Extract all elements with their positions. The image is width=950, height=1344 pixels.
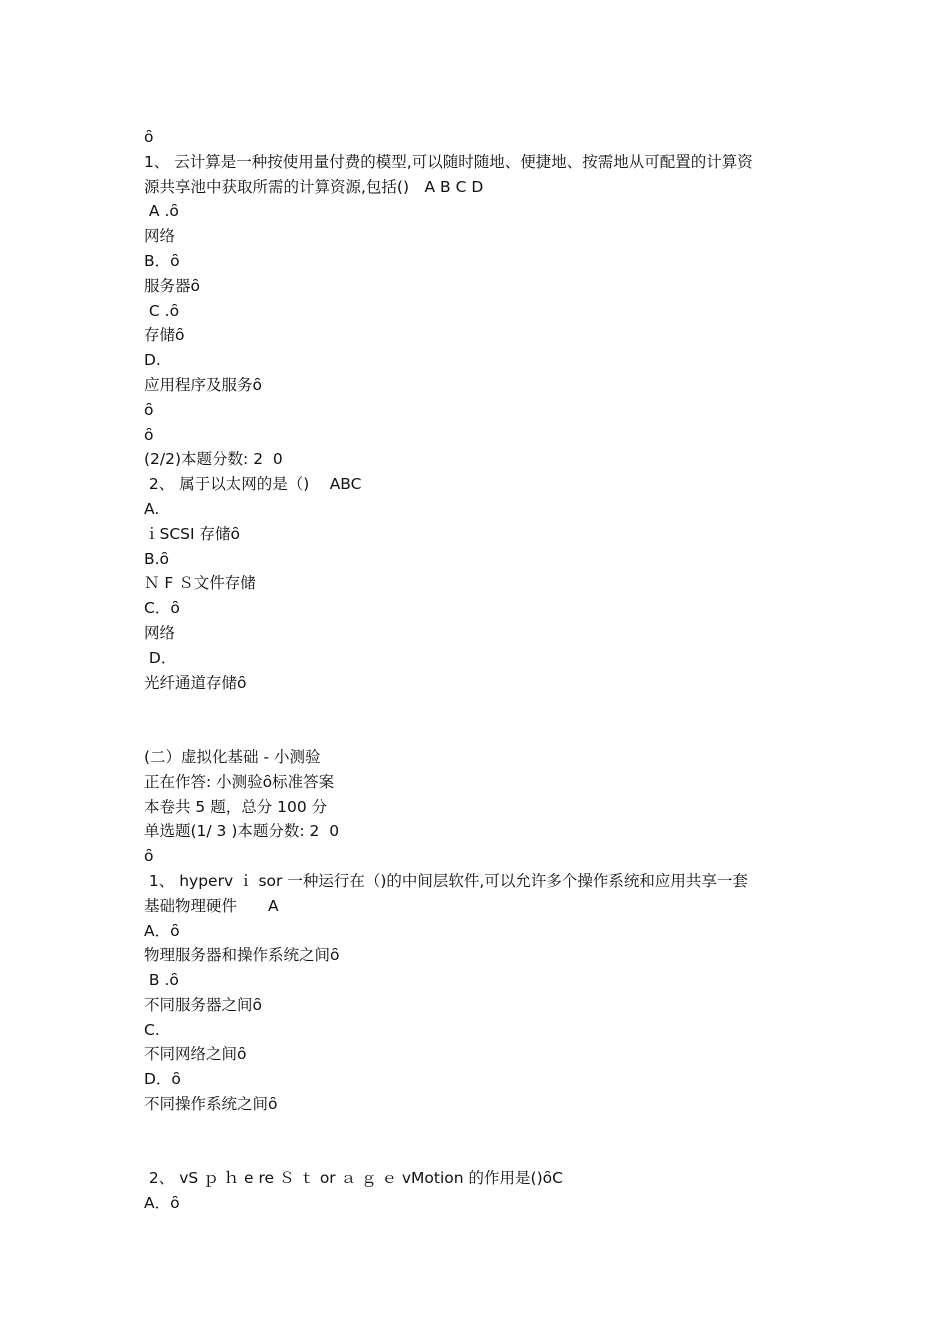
option-label: D. [144, 351, 161, 370]
paper-summary: 本卷共 5 题，总分 100 分 [144, 797, 328, 816]
option-label: A .ȏ [144, 202, 179, 221]
option-label: B.ȏ [144, 549, 170, 568]
option-text: 光纤通道存储ȏ [144, 673, 247, 692]
blank-line [144, 695, 814, 720]
score-line: (2/2)本题分数: 2 0 [144, 450, 283, 469]
blank-line [144, 1142, 814, 1167]
question-1-stem: 1、 云计算是一种按使用量付费的模型,可以随时随地、便捷地、按需地从可配置的计算资 [144, 152, 753, 171]
option-text: 应用程序及服务ȏ [144, 375, 262, 394]
option-text: 不同网络之间ȏ [144, 1045, 247, 1064]
option-label: A. [144, 499, 160, 518]
text-line: ȏ [144, 847, 154, 866]
option-label: C .ȏ [144, 301, 180, 320]
question-2-stem: 2、 vS ｐ ｈ e re Ｓ ｔ or ａ ｇ ｅ vMotion 的作用是()ȏC [144, 1169, 563, 1188]
option-text: 网络 [144, 623, 176, 642]
option-label: D．ȏ [144, 1070, 181, 1089]
option-text: 不同操作系统之间ȏ [144, 1095, 278, 1114]
option-text: Ｎ F Ｓ文件存储 [144, 574, 256, 593]
option-label: C. [144, 1020, 160, 1039]
option-label: A．ȏ [144, 921, 180, 940]
option-text: 物理服务器和操作系统之间ȏ [144, 946, 340, 965]
option-label: B .ȏ [144, 971, 179, 990]
question-1-stem-cont: 基础物理硬件 A [144, 896, 279, 915]
option-text: 不同服务器之间ȏ [144, 995, 262, 1014]
answer-status: 正在作答: 小测验ȏ标准答案 [144, 772, 335, 791]
option-text: 存储ȏ [144, 326, 185, 345]
question-1-stem: 1、 hyperv ｉ sor 一种运行在（)的中间层软件,可以允许多个操作系统和应用共享一套 [144, 871, 748, 890]
option-label: A．ȏ [144, 1194, 180, 1213]
blank-line [144, 720, 814, 745]
text-line: ȏ [144, 400, 154, 419]
text-line: ȏ [144, 128, 154, 146]
option-label: C．ȏ [144, 599, 180, 618]
document-page [144, 125, 814, 1216]
option-label: B．ȏ [144, 251, 180, 270]
option-text: 网络 [144, 227, 176, 246]
text-line: ȏ [144, 425, 154, 444]
section-title: (二）虚拟化基础 - 小测验 [144, 747, 321, 766]
option-label: D． [144, 648, 177, 667]
question-1-stem-cont: 源共享池中获取所需的计算资源,包括() A B C D [144, 177, 484, 196]
option-text: 服务器ȏ [144, 276, 200, 295]
question-type-score: 单选题(1/ 3 )本题分数: 2 0 [144, 822, 340, 841]
option-text: ｉSCSI 存储ȏ [144, 524, 240, 543]
blank-line [144, 1117, 814, 1142]
question-2-stem: 2、 属于以太网的是（) ABC [144, 475, 362, 494]
